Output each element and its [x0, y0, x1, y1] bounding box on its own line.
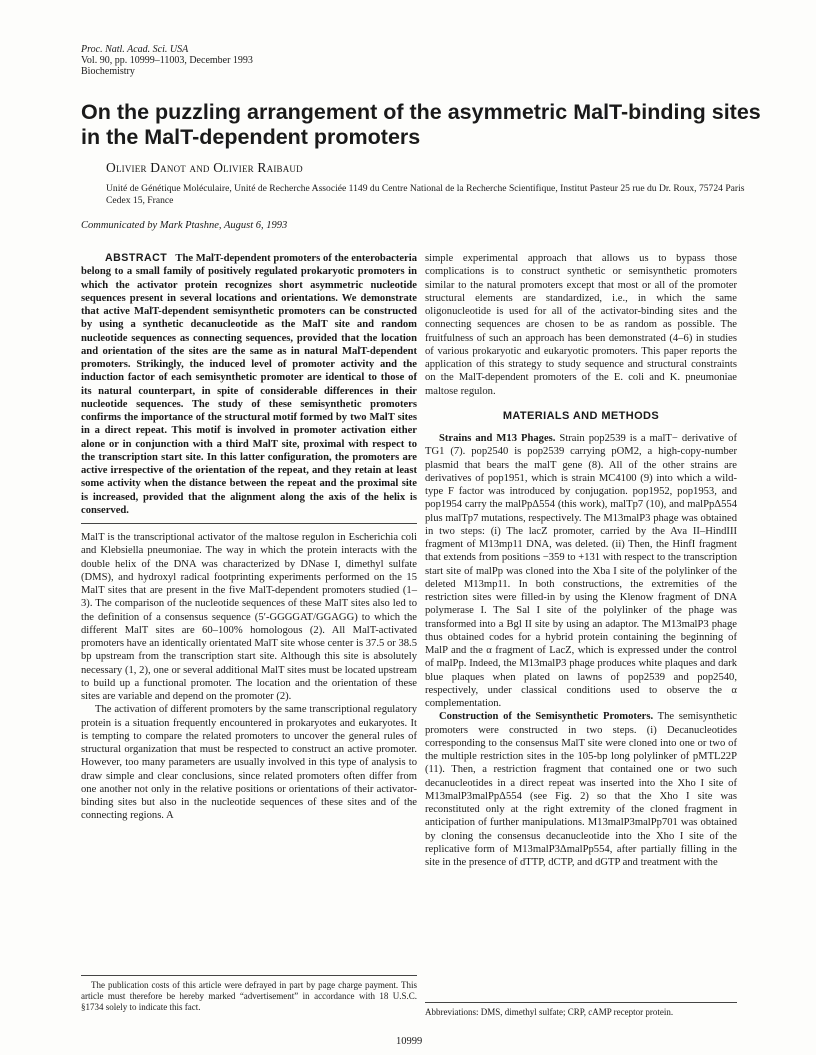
methods-strains-title: Strains and M13 Phages. — [439, 433, 556, 444]
intro-paragraph-3: simple experimental approach that allows us to bypass those complications is to construct synthetic or semisynthetic promoters similar to the natural promoters except that most or all of the promoter structural elements are standardized, i.e., in which the same oligonucleotide is used for all of the activator-binding sites and the connecting sequences are chosen to be as random as possible. The fruitfulness of such an approach has been demonstrated (4–6) in studies of various prokaryotic and eukaryotic promoters. This paper reports the application of this strategy to study sequence and structural constraints on the MalT-dependent promoters of the E. coli and K. pneumoniae maltose regulon. — [425, 253, 737, 397]
abbreviations-area — [425, 1002, 737, 1018]
methods-paragraph-strains — [425, 432, 737, 710]
communicated-by: Communicated by Mark Ptashne, August 6, 1993 — [81, 220, 288, 231]
intro-paragraph-1: MalT is the transcriptional activator of the maltose regulon in Escherichia coli and Klebsiella pneumoniae. The way in which the protein interacts with the double helix of the DNA was characterized by DNase I, dimethyl sulfate (DMS), and hydroxyl radical footprinting experiments performed on the 15 MalT sites that are present in the five MalT-dependent promoters studied (1–3). The comparison of the nucleotide sequences of these MalT sites also led to the definition of a consensus sequence (5′-GGGGAT/GGAGG) to which the different MalT sites are 60–100% homologous (2). All MalT-activated promoters have an identically orientated MalT site whose center is 37.5 or 38.5 bp upstream from the transcription start site. Although this site is absolutely necessary (1, 2), one or several additional MalT sites must be located upstream to build up a functional promoter. The location and the orientation of these sites are variable and depend on the promoter (2). — [81, 532, 417, 702]
methods-construction-title: Construction of the Semisynthetic Promoters. — [439, 711, 654, 723]
journal-name: Proc. Natl. Acad. Sci. USA — [81, 44, 189, 55]
journal-volume: Vol. 90, pp. 10999–11003, December 1993 — [81, 55, 253, 66]
journal-header — [81, 44, 253, 77]
intro-paragraph-2: The activation of different promoters by the same transcriptional regulatory protein is a situation frequently encountered in prokaryotes and eukaryotes. It is tempting to compare the related promoters to uncover the general rules of structural organization that must be respected to construct an active promoter. However, too many parameters are usually involved in this type of analysis to draw simple and clear conclusions, since related promoters often differ from one another not only in the relative positions or orientations of their activator-binding sites but also in the nucleotide sequences of these sites and of the connecting regions. A — [81, 704, 417, 822]
article-authors: Olivier Danot and Olivier Raibaud — [106, 160, 303, 175]
right-column — [425, 252, 737, 869]
footnote-divider — [81, 975, 417, 976]
left-column — [81, 252, 417, 823]
methods-paragraph-construction — [425, 710, 737, 869]
journal-section: Biochemistry — [81, 66, 135, 77]
footnote-area — [81, 975, 417, 1013]
methods-strains-text: Strain pop2539 is a malT− derivative of TG1 (7). pop2540 is pop2539 carrying pOM2, a high-copy-number plasmid that bears the malT gene (8). All of the other strains are derivatives of pop1951, which is strain MC4100 (9) into which a wild-type F factor was introduced by conjugation. pop1952, pop1953, and pop1954 carry the malPpΔ554 (this work), malTp7 (10), and malPpΔ554 plus malTp7 mutations, respectively. The M13malP3 phage was obtained in two steps: (i) The lacZ promoter, carried by the Ava II–HindIII fragment of M13mp11 DNA, was deleted. (ii) Then, the HinfI fragment that extends from positions −359 to +131 with respect to the transcription start site of malPp was cloned into the Xba I site of the polylinker of the deleted M13mp11. In both constructions, the extremities of the restriction sites were filled-in by using the Klenow fragment of DNA polymerase I. The Sal I site of the polylinker of the phage was transformed into a Bgl II site by using an adaptor. The M13malP3 phage thus obtained codes for a hybrid protein containing the beginning of MalP and the α fragment of LacZ, which is expressed under the control of malPp. Indeed, the M13malP3 phage produces white plaques and dark blue plaques when plated on lawns of pop2539 and pop2540, respectively, under classical conditions used to observe the α complementation. — [425, 433, 737, 709]
author-affiliation: Unité de Génétique Moléculaire, Unité de Recherche Associée 1149 du Centre National de la Recherche Scientifique, Institut Pasteur 25 rue du Dr. Roux, 75724 Paris Cedex 15, France — [106, 183, 745, 206]
methods-heading: MATERIALS AND METHODS — [502, 409, 660, 422]
abbreviations-note: Abbreviations: DMS, dimethyl sulfate; CRP, cAMP receptor protein. — [425, 1007, 674, 1017]
methods-construction-text: The semisynthetic promoters were constructed in two steps. (i) Decanucleotides corresponding to the consensus MalT site were cloned into one or two of the multiple restriction sites in the 105-bp long polylinker of pMTL22P (11). Then, a restriction fragment that contained one or two such decanucleotides in a direct repeat was inserted into the Xho I site of M13malP3malPpΔ554 (see Fig. 2) so that the Xho I site was reconstituted only at the right extremity of the cloned fragment in anticipation of further manipulations. M13malP3malPp701 was obtained by cloning the consensus decanucleotide into the Xho I site of the replicative form of M13malP3ΔmalPp554, after partially filling in the site in the presence of dTTP, dCTP, and dGTP and treatment with the — [425, 711, 737, 868]
abstract — [81, 252, 417, 517]
abstract-text: The MalT-dependent promoters of the enterobacteria belong to a small family of positively regulated prokaryotic promoters in which the activator protein recognizes short asymmetric nucleotide sequences present in several locations and orientations. We demonstrate that active MalT-dependent semisynthetic promoters can be constructed by using a synthetic decanucleotide as the MalT site and random nucleotide sequences as connecting sequences, provided that the location and orientation of the sites are the same as in natural MalT-dependent promoters. Strikingly, the induced level of promoter activity and the induction factor of each semisynthetic promoter are identical to those of its natural counterpart, in spite of considerable differences in their nucleotide sequences. The study of these semisynthetic promoters confirms the importance of the structural motif formed by two MalT sites in a direct repeat. This motif is involved in promoter activation either alone or in conjunction with a third MalT site, proximal with respect to the transcription start site. In this latter configuration, the promoters are active irrespective of the orientation of the repeat, and they retain at least some activity when the distance between the repeat and the proximal site is increased, provided that the alignment along the axis of the helix is conserved. — [81, 253, 417, 516]
abstract-divider — [81, 523, 417, 524]
article-title: On the puzzling arrangement of the asymmetric MalT-binding sites in the MalT-dependent promoters — [81, 100, 761, 149]
abbreviations-divider — [425, 1002, 737, 1003]
page-number: 10999 — [396, 1036, 423, 1047]
abstract-label: ABSTRACT — [105, 252, 168, 264]
publication-footnote: The publication costs of this article were defrayed in part by page charge payment. This article must therefore be hereby marked “advertisement” in accordance with 18 U.S.C. §1734 solely to indicate this fact. — [81, 980, 417, 1012]
